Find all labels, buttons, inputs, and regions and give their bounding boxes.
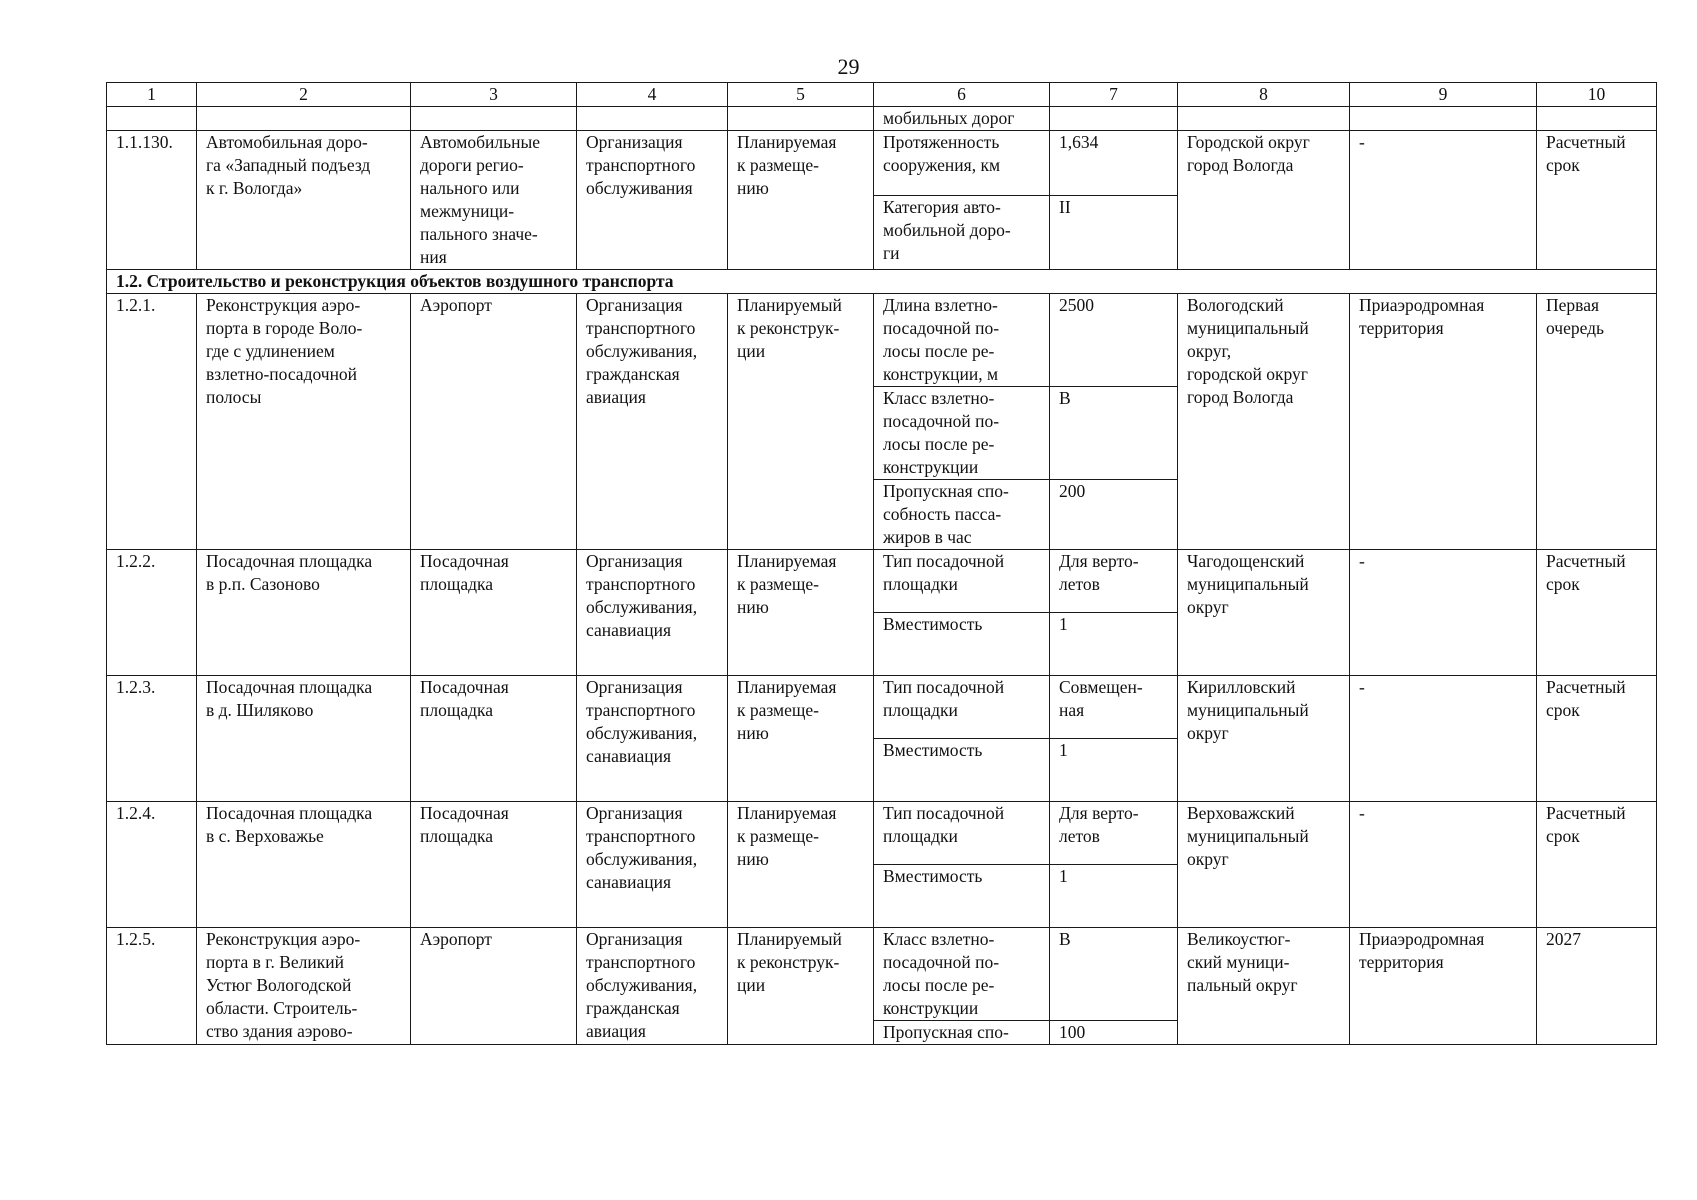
table-row <box>107 802 1657 865</box>
term-cell: Расчетный срок <box>1537 802 1657 928</box>
param-cell: Тип посадочной площадки <box>874 676 1050 739</box>
param-cell: мобильных дорог <box>874 107 1050 131</box>
col-header: 4 <box>577 83 728 107</box>
object-type: Посадочная площадка <box>411 802 577 928</box>
object-purpose: Организация транспортного обслуживания, санавиация <box>577 550 728 676</box>
param-cell: Пропускная спо- собность пасса- жиров в час <box>874 480 1050 550</box>
location-cell: Верховажский муниципальный округ <box>1178 802 1350 928</box>
section-row <box>107 270 1657 294</box>
zone-cell: - <box>1350 131 1537 270</box>
value-cell: 200 <box>1050 480 1178 550</box>
param-cell: Длина взлетно- посадочной по- лосы после ре- конструкции, м <box>874 294 1050 387</box>
object-type: Аэропорт <box>411 928 577 1045</box>
value-cell: Для верто- летов <box>1050 802 1178 865</box>
row-number: 1.1.130. <box>107 131 197 270</box>
row-number: 1.2.1. <box>107 294 197 550</box>
term-cell: Расчетный срок <box>1537 550 1657 676</box>
param-cell: Тип посадочной площадки <box>874 802 1050 865</box>
value-cell: 1 <box>1050 739 1178 802</box>
continuation-row <box>107 107 1657 131</box>
value-cell: 100 <box>1050 1021 1178 1045</box>
param-cell: Класс взлетно- посадочной по- лосы после ре- конструкции <box>874 928 1050 1021</box>
col-header: 8 <box>1178 83 1350 107</box>
object-type: Аэропорт <box>411 294 577 550</box>
zone-cell: - <box>1350 550 1537 676</box>
param-cell: Категория авто- мобильной доро- ги <box>874 196 1050 270</box>
table-row <box>107 550 1657 613</box>
planned-objects-table <box>106 82 1657 1045</box>
object-purpose: Организация транспортного обслуживания, гражданская авиация <box>577 294 728 550</box>
object-type: Посадочная площадка <box>411 676 577 802</box>
location-cell: Чагодощенский муниципальный округ <box>1178 550 1350 676</box>
table-row <box>107 131 1657 196</box>
col-header: 2 <box>197 83 411 107</box>
col-header: 3 <box>411 83 577 107</box>
object-name: Автомобильная доро- га «Западный подъезд к г. Вологда» <box>197 131 411 270</box>
table-row <box>107 294 1657 387</box>
term-cell: Первая очередь <box>1537 294 1657 550</box>
table-row <box>107 928 1657 1021</box>
object-name: Реконструкция аэро- порта в городе Воло- где с удлинением взлетно-посадочной полосы <box>197 294 411 550</box>
row-number: 1.2.2. <box>107 550 197 676</box>
zone-cell: - <box>1350 802 1537 928</box>
column-number-row <box>107 83 1657 107</box>
object-name: Посадочная площадка в р.п. Сазоново <box>197 550 411 676</box>
value-cell: 1,634 <box>1050 131 1178 196</box>
row-number: 1.2.3. <box>107 676 197 802</box>
param-cell: Вместимость <box>874 865 1050 928</box>
row-number: 1.2.4. <box>107 802 197 928</box>
col-header: 10 <box>1537 83 1657 107</box>
object-status: Планируемая к размеще- нию <box>728 131 874 270</box>
row-number: 1.2.5. <box>107 928 197 1045</box>
object-name: Посадочная площадка в с. Верховажье <box>197 802 411 928</box>
zone-cell: Приаэродромная территория <box>1350 928 1537 1045</box>
location-cell: Кирилловский муниципальный округ <box>1178 676 1350 802</box>
table-row <box>107 676 1657 739</box>
object-purpose: Организация транспортного обслуживания, гражданская авиация <box>577 928 728 1045</box>
object-purpose: Организация транспортного обслуживания <box>577 131 728 270</box>
value-cell: 2500 <box>1050 294 1178 387</box>
param-cell: Вместимость <box>874 739 1050 802</box>
value-cell: II <box>1050 196 1178 270</box>
object-type: Автомобильные дороги регио- нального или межмуници- пального значе- ния <box>411 131 577 270</box>
col-header: 1 <box>107 83 197 107</box>
col-header: 7 <box>1050 83 1178 107</box>
term-cell: Расчетный срок <box>1537 131 1657 270</box>
param-cell: Пропускная спо- <box>874 1021 1050 1045</box>
location-cell: Великоустюг- ский муници- пальный округ <box>1178 928 1350 1045</box>
col-header: 9 <box>1350 83 1537 107</box>
col-header: 6 <box>874 83 1050 107</box>
value-cell: Для верто- летов <box>1050 550 1178 613</box>
page-number: 29 <box>837 54 860 79</box>
value-cell: В <box>1050 928 1178 1021</box>
param-cell: Вместимость <box>874 613 1050 676</box>
param-cell: Протяженность сооружения, км <box>874 131 1050 196</box>
zone-cell: Приаэродромная территория <box>1350 294 1537 550</box>
location-cell: Вологодский муниципальный округ, городской округ город Вологда <box>1178 294 1350 550</box>
section-title: 1.2. Строительство и реконструкция объектов воздушного транспорта <box>107 270 1657 294</box>
object-status: Планируемый к реконструк- ции <box>728 928 874 1045</box>
object-name: Посадочная площадка в д. Шиляково <box>197 676 411 802</box>
object-type: Посадочная площадка <box>411 550 577 676</box>
param-cell: Тип посадочной площадки <box>874 550 1050 613</box>
object-status: Планируемая к размеще- нию <box>728 676 874 802</box>
param-cell: Класс взлетно- посадочной по- лосы после ре- конструкции <box>874 387 1050 480</box>
object-purpose: Организация транспортного обслуживания, санавиация <box>577 802 728 928</box>
value-cell: Совмещен- ная <box>1050 676 1178 739</box>
value-cell: 1 <box>1050 865 1178 928</box>
location-cell: Городской округ город Вологда <box>1178 131 1350 270</box>
object-status: Планируемая к размеще- нию <box>728 550 874 676</box>
col-header: 5 <box>728 83 874 107</box>
value-cell: 1 <box>1050 613 1178 676</box>
object-name: Реконструкция аэро- порта в г. Великий Устюг Вологодской области. Строитель- ство здания аэрово- <box>197 928 411 1045</box>
term-cell: Расчетный срок <box>1537 676 1657 802</box>
object-purpose: Организация транспортного обслуживания, санавиация <box>577 676 728 802</box>
value-cell: В <box>1050 387 1178 480</box>
object-status: Планируемая к размеще- нию <box>728 802 874 928</box>
term-cell: 2027 <box>1537 928 1657 1045</box>
zone-cell: - <box>1350 676 1537 802</box>
object-status: Планируемый к реконструк- ции <box>728 294 874 550</box>
